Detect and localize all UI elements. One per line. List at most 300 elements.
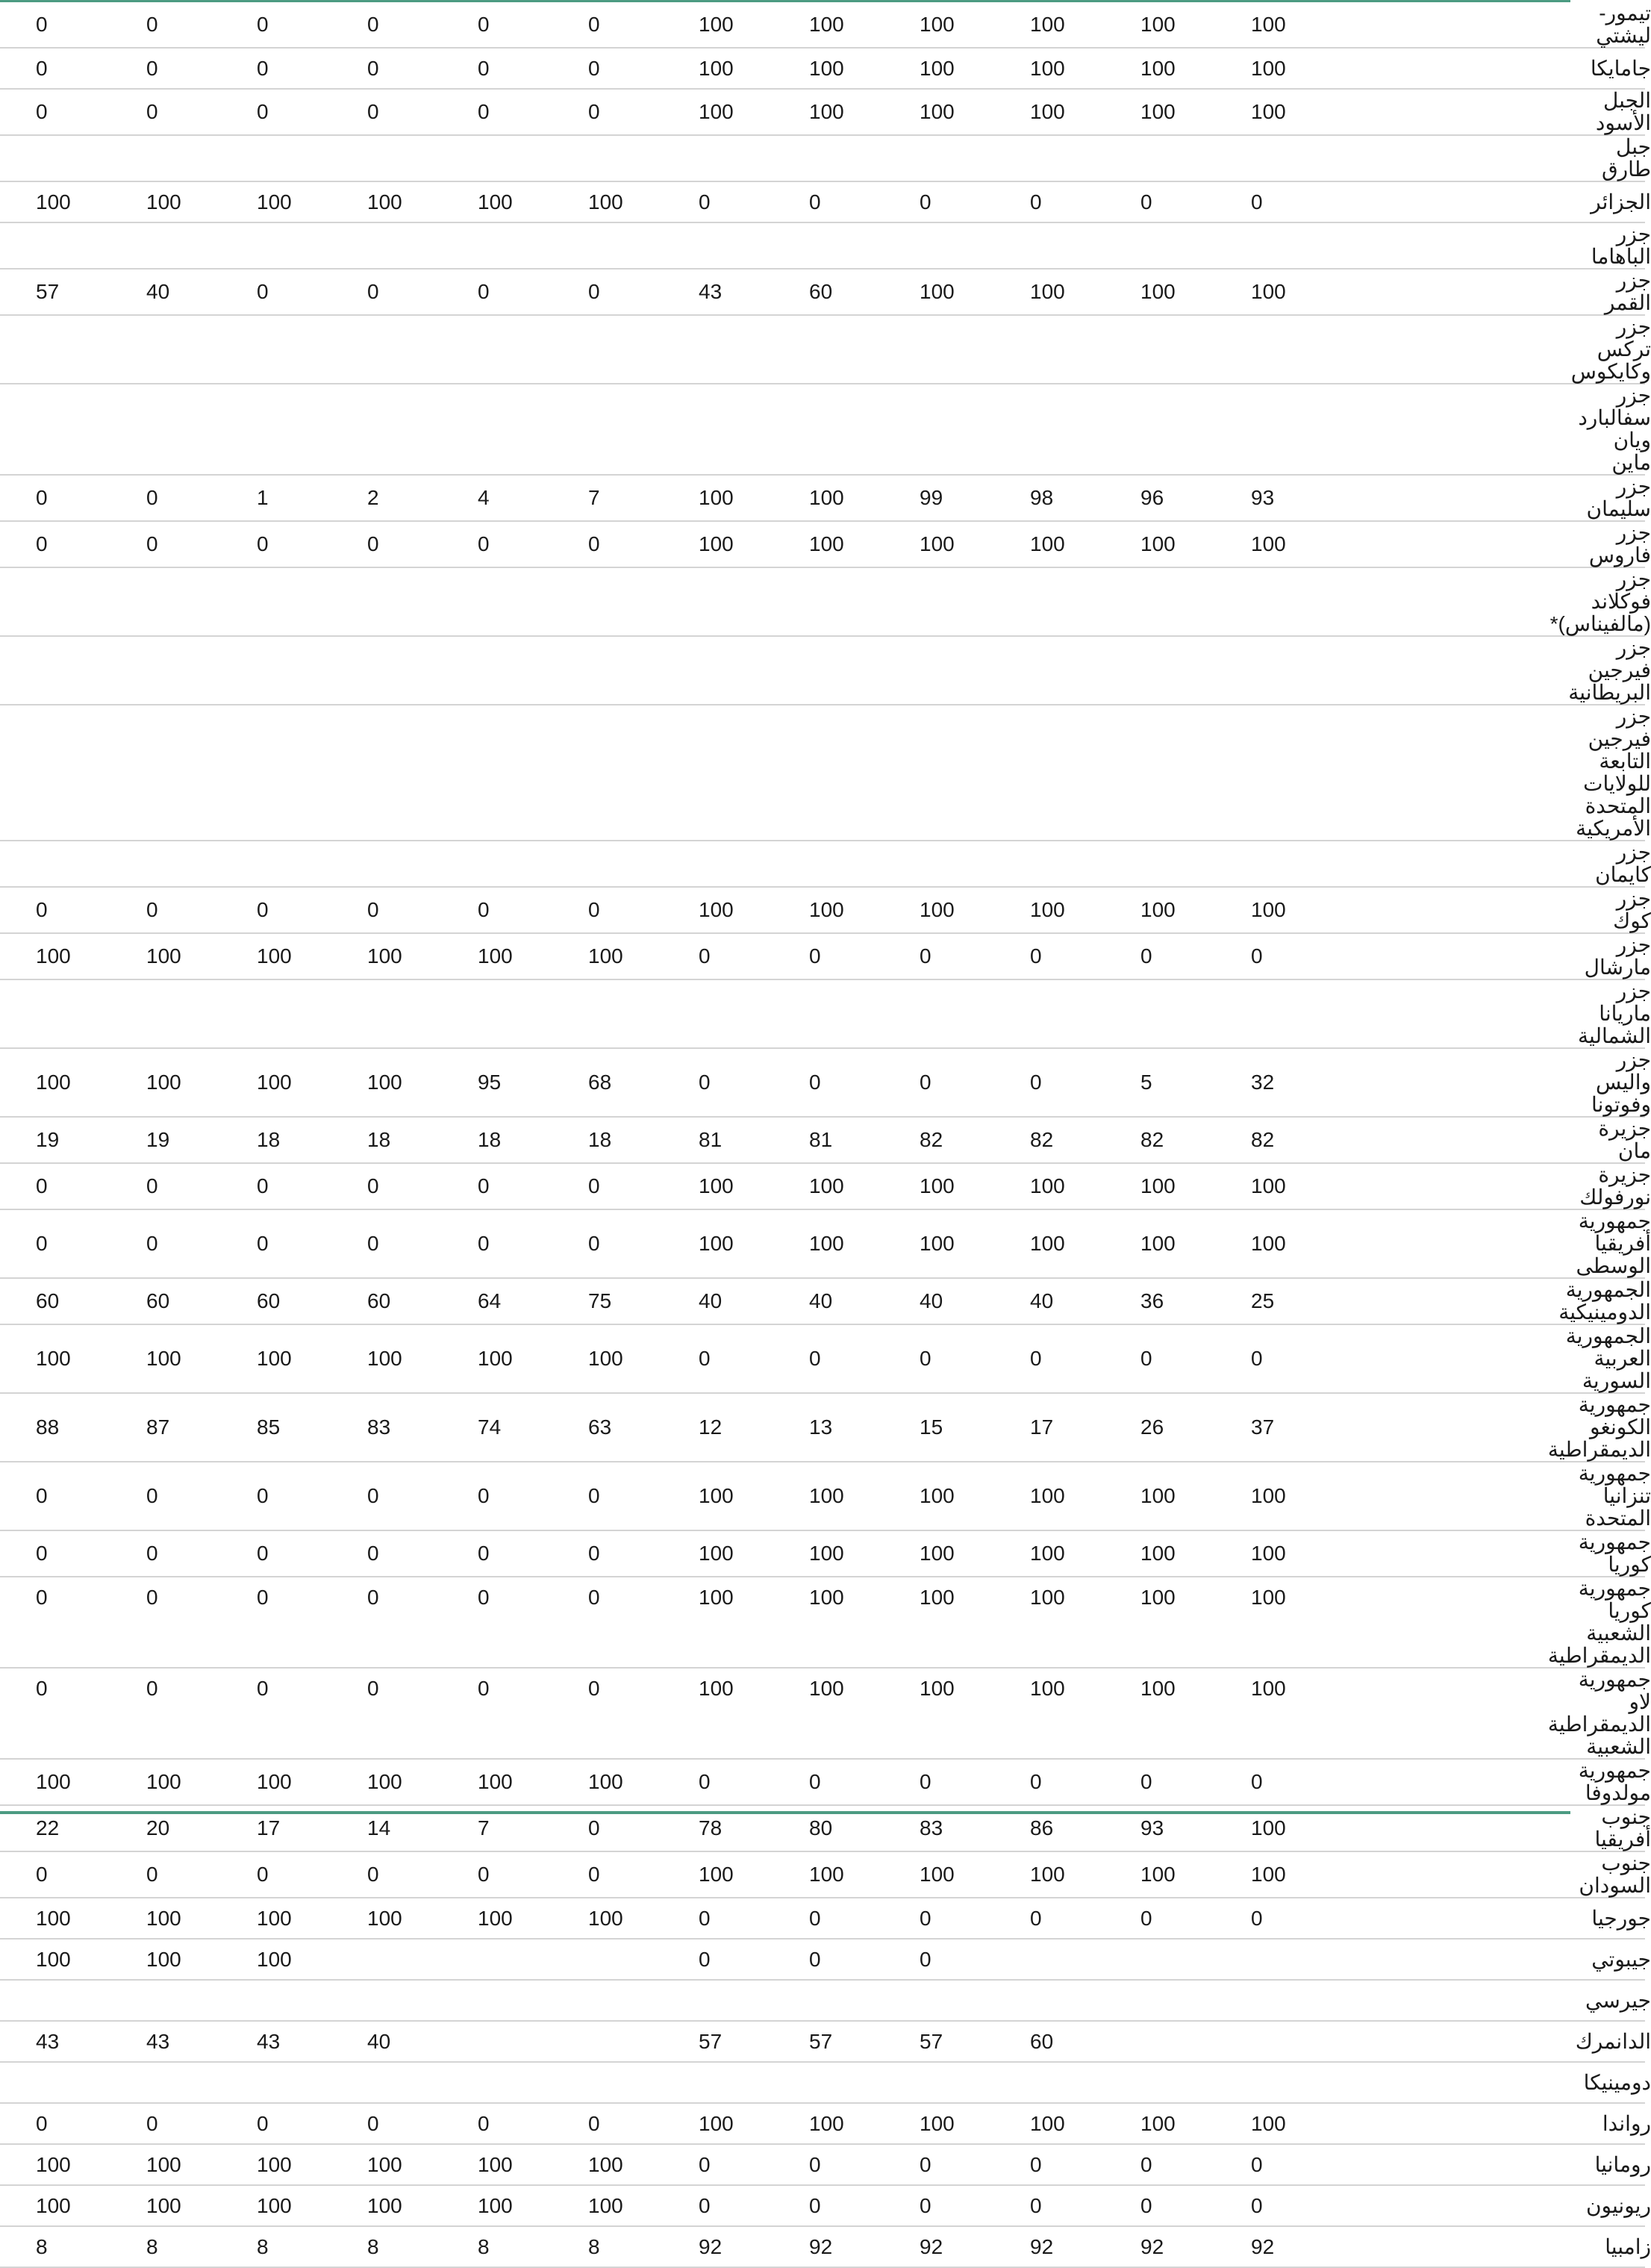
value-cell: 100 xyxy=(920,89,1030,135)
value-cell xyxy=(478,979,588,1048)
value-cell xyxy=(478,841,588,887)
table-row: 0 0 0 0 0 0 100 100 100 100 100 100 رواندا xyxy=(0,2103,1645,2144)
value-cell xyxy=(1251,841,1393,887)
value-cell: 4 xyxy=(478,475,588,521)
value-cell: 98 xyxy=(1030,475,1140,521)
value-cell xyxy=(1251,1939,1393,1980)
value-cell: 0 xyxy=(1030,933,1140,979)
value-cell: 92 xyxy=(699,2226,809,2267)
cell-spacer xyxy=(0,1209,36,1278)
cell-spacer xyxy=(0,222,36,269)
value-cell xyxy=(1030,2062,1140,2103)
cell-spacer xyxy=(0,2226,36,2267)
value-cell: 100 xyxy=(367,933,478,979)
value-cell: 100 xyxy=(699,2103,809,2144)
value-cell: 100 xyxy=(699,1668,809,1759)
value-cell: 100 xyxy=(1251,1851,1393,1898)
value-cell: 100 xyxy=(367,1759,478,1805)
value-cell: 100 xyxy=(478,933,588,979)
value-cell: 100 xyxy=(146,933,257,979)
value-cell xyxy=(367,384,478,475)
value-cell: 7 xyxy=(588,475,699,521)
value-cell xyxy=(1251,315,1393,384)
bottom-rule xyxy=(0,1811,1570,1814)
value-cell: 100 xyxy=(1251,1530,1393,1577)
value-cell: 100 xyxy=(1140,89,1251,135)
value-cell: 0 xyxy=(1030,1048,1140,1117)
value-cell xyxy=(36,979,146,1048)
value-cell: 7 xyxy=(478,1805,588,1851)
value-cell: 43 xyxy=(699,269,809,315)
value-cell: 100 xyxy=(257,1048,367,1117)
value-cell xyxy=(1251,222,1393,269)
value-cell: 0 xyxy=(257,269,367,315)
value-cell: 0 xyxy=(478,1668,588,1759)
value-cell: 100 xyxy=(1140,1530,1251,1577)
value-cell: 0 xyxy=(146,1530,257,1577)
value-cell: 100 xyxy=(588,2185,699,2226)
value-cell: 0 xyxy=(257,89,367,135)
value-cell: 100 xyxy=(1030,1851,1140,1898)
value-cell: 100 xyxy=(920,887,1030,933)
value-cell: 0 xyxy=(146,1577,257,1668)
table-row: جزر كايمان xyxy=(0,841,1645,887)
cell-spacer xyxy=(0,1851,36,1898)
cell-spacer xyxy=(0,636,36,705)
value-cell: 0 xyxy=(36,2103,146,2144)
value-cell: 0 xyxy=(257,1462,367,1530)
cell-spacer xyxy=(0,1898,36,1939)
value-cell: 0 xyxy=(588,48,699,89)
value-cell: 18 xyxy=(367,1117,478,1163)
value-cell: 100 xyxy=(809,1209,920,1278)
value-cell: 100 xyxy=(1030,48,1140,89)
value-cell: 0 xyxy=(920,181,1030,222)
value-cell xyxy=(36,222,146,269)
value-cell: 75 xyxy=(588,1278,699,1324)
value-cell: 100 xyxy=(699,887,809,933)
value-cell: 100 xyxy=(1251,2,1393,48)
value-cell: 100 xyxy=(146,2185,257,2226)
value-cell: 100 xyxy=(1251,1668,1393,1759)
value-cell: 0 xyxy=(257,887,367,933)
value-cell: 60 xyxy=(367,1278,478,1324)
value-cell: 100 xyxy=(699,1163,809,1209)
value-cell xyxy=(920,1980,1030,2021)
table-row: 100 100 100 100 100 100 0 0 0 0 0 0 رومانيا xyxy=(0,2144,1645,2185)
value-cell: 100 xyxy=(1030,521,1140,567)
value-cell: 100 xyxy=(920,521,1030,567)
value-cell: 20 xyxy=(146,1805,257,1851)
value-cell xyxy=(367,636,478,705)
value-cell xyxy=(920,222,1030,269)
value-cell: 18 xyxy=(257,1117,367,1163)
value-cell: 93 xyxy=(1140,1805,1251,1851)
value-cell: 100 xyxy=(1030,1668,1140,1759)
value-cell xyxy=(920,636,1030,705)
value-cell xyxy=(1140,705,1251,841)
value-cell: 0 xyxy=(146,1462,257,1530)
value-cell xyxy=(699,841,809,887)
value-cell: 0 xyxy=(1030,1324,1140,1393)
value-cell: 0 xyxy=(367,521,478,567)
value-cell: 19 xyxy=(36,1117,146,1163)
value-cell xyxy=(146,384,257,475)
table-row: 100 100 100 100 100 100 0 0 0 0 0 0 جورجيا xyxy=(0,1898,1645,1939)
value-cell: 100 xyxy=(478,2144,588,2185)
value-cell xyxy=(1251,384,1393,475)
value-cell: 43 xyxy=(146,2021,257,2062)
value-cell: 0 xyxy=(699,1939,809,1980)
value-cell xyxy=(36,384,146,475)
value-cell: 100 xyxy=(1030,1577,1140,1668)
value-cell: 100 xyxy=(257,1759,367,1805)
value-cell xyxy=(257,636,367,705)
value-cell: 0 xyxy=(367,887,478,933)
value-cell xyxy=(588,979,699,1048)
value-cell xyxy=(36,636,146,705)
value-cell: 100 xyxy=(1140,1462,1251,1530)
value-cell: 100 xyxy=(1251,1209,1393,1278)
value-cell xyxy=(36,567,146,636)
value-cell xyxy=(36,2062,146,2103)
value-cell: 0 xyxy=(367,1163,478,1209)
table-row: 100 100 100 0 0 0 جيبوتي xyxy=(0,1939,1645,1980)
cell-spacer xyxy=(0,181,36,222)
value-cell: 100 xyxy=(36,933,146,979)
value-cell: 100 xyxy=(920,1668,1030,1759)
cell-spacer xyxy=(0,1939,36,1980)
value-cell xyxy=(699,222,809,269)
cell-spacer xyxy=(0,933,36,979)
value-cell: 0 xyxy=(699,2144,809,2185)
value-cell: 0 xyxy=(1030,181,1140,222)
cell-spacer xyxy=(0,2021,36,2062)
value-cell: 100 xyxy=(257,2144,367,2185)
value-cell: 0 xyxy=(478,1209,588,1278)
value-cell: 40 xyxy=(146,269,257,315)
value-cell xyxy=(809,636,920,705)
value-cell: 40 xyxy=(699,1278,809,1324)
value-cell xyxy=(588,567,699,636)
value-cell: 0 xyxy=(257,1851,367,1898)
value-cell: 100 xyxy=(920,1462,1030,1530)
value-cell: 100 xyxy=(809,1163,920,1209)
value-cell: 96 xyxy=(1140,475,1251,521)
value-cell: 100 xyxy=(36,2185,146,2226)
table-row: جزر الباهاما xyxy=(0,222,1645,269)
value-cell: 0 xyxy=(146,521,257,567)
value-cell: 13 xyxy=(809,1393,920,1462)
value-cell xyxy=(1030,705,1140,841)
value-cell: 100 xyxy=(809,2103,920,2144)
value-cell: 100 xyxy=(809,1530,920,1577)
value-cell: 0 xyxy=(367,48,478,89)
value-cell: 0 xyxy=(699,1324,809,1393)
table-row: جيرسي xyxy=(0,1980,1645,2021)
cell-spacer xyxy=(0,89,36,135)
value-cell xyxy=(36,135,146,181)
value-cell: 0 xyxy=(588,2,699,48)
value-cell xyxy=(1140,841,1251,887)
value-cell: 100 xyxy=(478,2185,588,2226)
value-cell xyxy=(257,979,367,1048)
value-cell: 0 xyxy=(36,1209,146,1278)
value-cell xyxy=(257,841,367,887)
table-row: جزر فيرجين التابعة للولايات المتحدة الأمريكية xyxy=(0,705,1645,841)
table-row: 0 0 0 0 0 0 100 100 100 100 100 100 جزيرة نورفولك xyxy=(0,1163,1645,1209)
value-cell: 0 xyxy=(257,1577,367,1668)
value-cell xyxy=(146,841,257,887)
value-cell: 0 xyxy=(588,1805,699,1851)
value-cell: 0 xyxy=(809,1324,920,1393)
value-cell: 0 xyxy=(146,89,257,135)
table-row: 22 20 17 14 7 0 78 80 83 86 93 100 جنوب أفريقيا xyxy=(0,1805,1645,1851)
value-cell: 100 xyxy=(1251,887,1393,933)
value-cell: 0 xyxy=(367,89,478,135)
value-cell: 0 xyxy=(478,89,588,135)
value-cell: 0 xyxy=(1030,2185,1140,2226)
value-cell xyxy=(36,1980,146,2021)
value-cell xyxy=(1030,841,1140,887)
value-cell: 85 xyxy=(257,1393,367,1462)
value-cell: 0 xyxy=(257,2,367,48)
value-cell: 0 xyxy=(588,269,699,315)
value-cell: 100 xyxy=(146,1898,257,1939)
value-cell xyxy=(699,705,809,841)
value-cell: 81 xyxy=(699,1117,809,1163)
value-cell xyxy=(809,841,920,887)
value-cell: 0 xyxy=(920,1324,1030,1393)
value-cell: 0 xyxy=(36,48,146,89)
table-row: 0 0 0 0 0 0 100 100 100 100 100 100 جزر كوك xyxy=(0,887,1645,933)
value-cell xyxy=(367,222,478,269)
value-cell: 100 xyxy=(1140,1851,1251,1898)
value-cell xyxy=(257,1980,367,2021)
value-cell: 15 xyxy=(920,1393,1030,1462)
table-row: 100 100 100 100 100 100 0 0 0 0 0 0 الجزائر xyxy=(0,181,1645,222)
cell-spacer xyxy=(0,315,36,384)
value-cell: 100 xyxy=(1030,1163,1140,1209)
value-cell xyxy=(478,315,588,384)
cell-spacer xyxy=(0,1324,36,1393)
value-cell xyxy=(478,2021,588,2062)
country-percentage-table xyxy=(0,1,1651,2268)
value-cell: 100 xyxy=(699,89,809,135)
value-cell: 32 xyxy=(1251,1048,1393,1117)
value-cell: 100 xyxy=(809,1462,920,1530)
value-cell: 92 xyxy=(1140,2226,1251,2267)
value-cell: 68 xyxy=(588,1048,699,1117)
value-cell: 100 xyxy=(588,1324,699,1393)
value-cell: 0 xyxy=(1140,1324,1251,1393)
table-row: جزر فوكلاند (مالفيناس)* xyxy=(0,567,1645,636)
value-cell: 17 xyxy=(1030,1393,1140,1462)
value-cell: 0 xyxy=(367,269,478,315)
value-cell: 100 xyxy=(699,1530,809,1577)
value-cell: 0 xyxy=(588,1209,699,1278)
value-cell: 0 xyxy=(146,887,257,933)
value-cell xyxy=(478,222,588,269)
value-cell: 0 xyxy=(146,1851,257,1898)
value-cell xyxy=(367,567,478,636)
value-cell: 100 xyxy=(1140,2103,1251,2144)
value-cell: 43 xyxy=(36,2021,146,2062)
table-row: 100 100 100 100 100 100 0 0 0 0 0 0 جزر مارشال xyxy=(0,933,1645,979)
table-row: 100 100 100 100 100 100 0 0 0 0 0 0 ريونيون xyxy=(0,2185,1645,2226)
value-cell xyxy=(1030,979,1140,1048)
value-cell: 0 xyxy=(478,1530,588,1577)
value-cell xyxy=(699,979,809,1048)
value-cell: 100 xyxy=(920,1209,1030,1278)
table-row: 88 87 85 83 74 63 12 13 15 17 26 37 جمهورية الكونغو الديمقراطية xyxy=(0,1393,1645,1462)
value-cell xyxy=(1140,222,1251,269)
value-cell: 100 xyxy=(809,521,920,567)
value-cell xyxy=(809,384,920,475)
value-cell: 0 xyxy=(36,887,146,933)
value-cell: 92 xyxy=(809,2226,920,2267)
value-cell: 93 xyxy=(1251,475,1393,521)
value-cell: 0 xyxy=(257,1163,367,1209)
value-cell: 0 xyxy=(1030,2144,1140,2185)
value-cell: 0 xyxy=(367,2103,478,2144)
value-cell: 5 xyxy=(1140,1048,1251,1117)
value-cell: 0 xyxy=(36,89,146,135)
value-cell: 0 xyxy=(1140,2144,1251,2185)
value-cell xyxy=(146,567,257,636)
value-cell xyxy=(699,1980,809,2021)
cell-spacer xyxy=(0,1668,36,1759)
value-cell: 100 xyxy=(809,2,920,48)
value-cell: 100 xyxy=(699,2,809,48)
value-cell xyxy=(478,135,588,181)
value-cell xyxy=(809,705,920,841)
value-cell: 86 xyxy=(1030,1805,1140,1851)
value-cell xyxy=(1030,567,1140,636)
value-cell: 0 xyxy=(36,1462,146,1530)
value-cell: 0 xyxy=(920,1048,1030,1117)
table-row: 43 43 43 40 57 57 57 60 الدانمرك xyxy=(0,2021,1645,2062)
value-cell: 57 xyxy=(920,2021,1030,2062)
value-cell: 100 xyxy=(367,1324,478,1393)
value-cell: 100 xyxy=(1140,1163,1251,1209)
value-cell: 43 xyxy=(257,2021,367,2062)
value-cell xyxy=(146,135,257,181)
value-cell: 12 xyxy=(699,1393,809,1462)
value-cell: 0 xyxy=(699,1759,809,1805)
value-cell: 0 xyxy=(257,1209,367,1278)
value-cell: 100 xyxy=(478,1324,588,1393)
value-cell: 0 xyxy=(367,1462,478,1530)
value-cell: 100 xyxy=(809,1851,920,1898)
value-cell: 57 xyxy=(809,2021,920,2062)
value-cell: 0 xyxy=(146,2103,257,2144)
value-cell: 0 xyxy=(588,887,699,933)
table-row: 0 0 0 0 0 0 100 100 100 100 100 100 جنوب السودان xyxy=(0,1851,1645,1898)
value-cell: 83 xyxy=(920,1805,1030,1851)
value-cell: 100 xyxy=(1140,1577,1251,1668)
value-cell: 0 xyxy=(36,1668,146,1759)
value-cell: 81 xyxy=(809,1117,920,1163)
cell-spacer xyxy=(0,1577,36,1668)
value-cell: 19 xyxy=(146,1117,257,1163)
value-cell: 60 xyxy=(1030,2021,1140,2062)
value-cell: 100 xyxy=(809,475,920,521)
value-cell: 100 xyxy=(920,1577,1030,1668)
value-cell xyxy=(920,2062,1030,2103)
value-cell: 0 xyxy=(920,2185,1030,2226)
value-cell: 100 xyxy=(367,2185,478,2226)
value-cell: 100 xyxy=(1251,89,1393,135)
value-cell xyxy=(1140,636,1251,705)
value-cell: 0 xyxy=(146,1163,257,1209)
value-cell xyxy=(1030,1980,1140,2021)
value-cell: 0 xyxy=(478,521,588,567)
value-cell xyxy=(478,384,588,475)
value-cell: 0 xyxy=(257,521,367,567)
value-cell: 100 xyxy=(36,1048,146,1117)
value-cell: 0 xyxy=(699,181,809,222)
value-cell: 0 xyxy=(478,1163,588,1209)
table-row: 100 100 100 100 100 100 0 0 0 0 0 0 الجمهورية العربية السورية xyxy=(0,1324,1645,1393)
table-row: 0 0 0 0 0 0 100 100 100 100 100 100 جزر فاروس xyxy=(0,521,1645,567)
value-cell: 100 xyxy=(588,181,699,222)
value-cell: 0 xyxy=(478,1462,588,1530)
value-cell xyxy=(1030,1939,1140,1980)
value-cell: 100 xyxy=(588,2144,699,2185)
value-cell: 100 xyxy=(1030,887,1140,933)
value-cell: 0 xyxy=(920,933,1030,979)
value-cell xyxy=(920,705,1030,841)
value-cell: 100 xyxy=(588,1898,699,1939)
value-cell: 88 xyxy=(36,1393,146,1462)
table-row: جبل طارق xyxy=(0,135,1645,181)
value-cell: 0 xyxy=(809,1939,920,1980)
value-cell xyxy=(257,705,367,841)
value-cell xyxy=(1251,979,1393,1048)
value-cell: 92 xyxy=(920,2226,1030,2267)
value-cell: 0 xyxy=(1030,1759,1140,1805)
value-cell: 0 xyxy=(478,2103,588,2144)
table-row: جزر فيرجين البريطانية xyxy=(0,636,1645,705)
value-cell: 0 xyxy=(1251,1898,1393,1939)
value-cell: 100 xyxy=(146,1324,257,1393)
value-cell: 0 xyxy=(478,2,588,48)
value-cell xyxy=(588,2062,699,2103)
value-cell xyxy=(146,1980,257,2021)
value-cell: 57 xyxy=(699,2021,809,2062)
value-cell: 0 xyxy=(1251,1759,1393,1805)
cell-gap xyxy=(1393,384,1645,475)
table-row: 19 19 18 18 18 18 81 81 82 82 82 82 جزيرة مان xyxy=(0,1117,1645,1163)
value-cell: 100 xyxy=(1030,1530,1140,1577)
value-cell: 0 xyxy=(588,1163,699,1209)
value-cell xyxy=(588,841,699,887)
table-row: 57 40 0 0 0 0 43 60 100 100 100 100 جزر القمر xyxy=(0,269,1645,315)
value-cell xyxy=(146,222,257,269)
value-cell xyxy=(1030,315,1140,384)
value-cell: 8 xyxy=(588,2226,699,2267)
value-cell xyxy=(367,2062,478,2103)
table-body xyxy=(0,1,1651,2267)
value-cell: 100 xyxy=(367,1898,478,1939)
value-cell: 63 xyxy=(588,1393,699,1462)
table-row: 0 0 0 0 0 0 100 100 100 100 100 100 تيمور-ليشتي xyxy=(0,2,1645,48)
table-row: 0 0 0 0 0 0 100 100 100 100 100 100 جمهورية أفريقيا الوسطى xyxy=(0,1209,1645,1278)
value-cell: 82 xyxy=(920,1117,1030,1163)
value-cell xyxy=(257,2062,367,2103)
value-cell: 0 xyxy=(809,2185,920,2226)
